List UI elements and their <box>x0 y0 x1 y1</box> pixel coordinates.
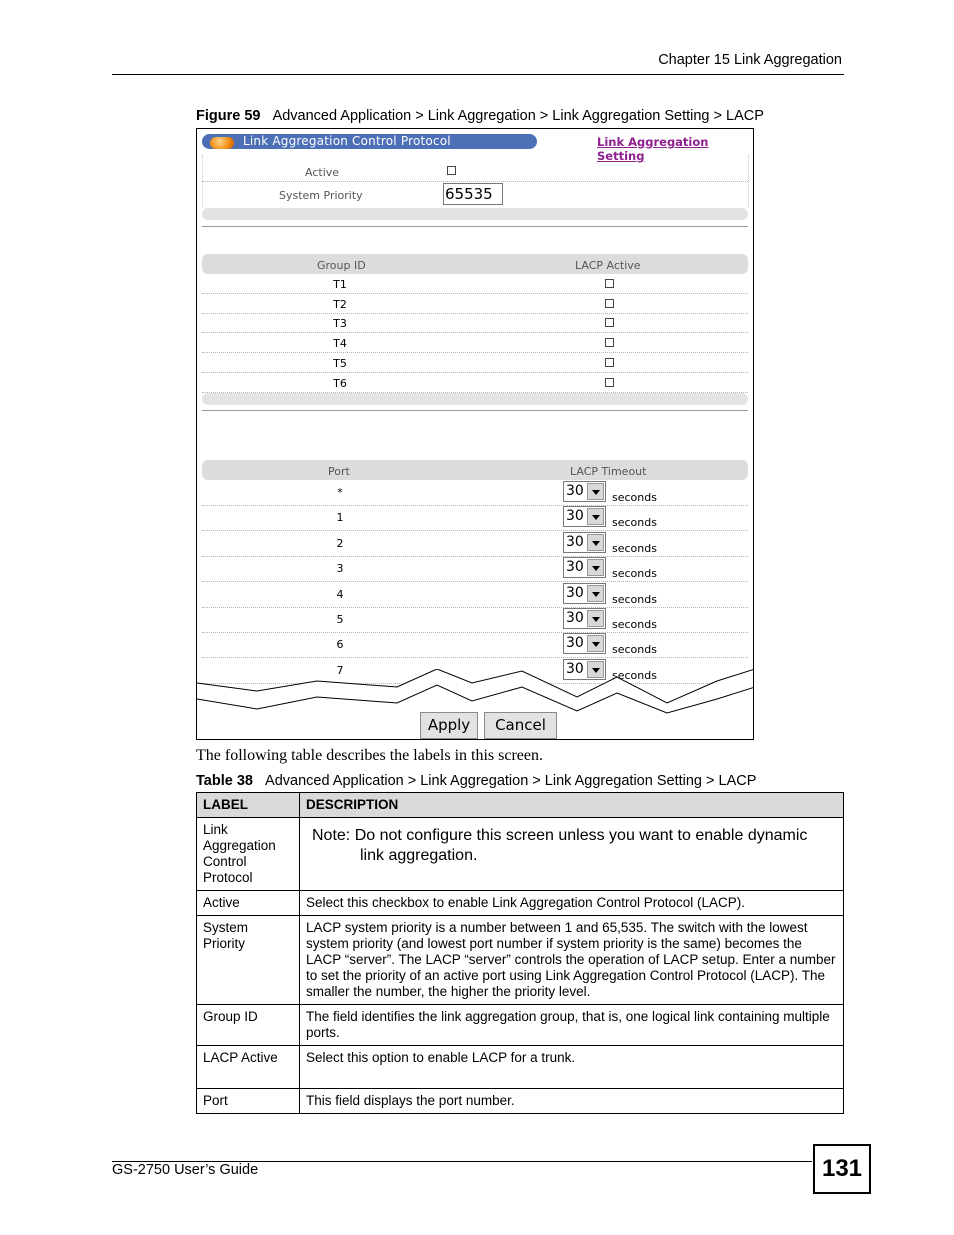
port-header: Port <box>328 465 350 478</box>
screen-title: Link Aggregation Control Protocol <box>243 134 451 148</box>
row-label: Port <box>197 1089 300 1114</box>
port-table-header <box>202 460 748 480</box>
table-row <box>197 1089 844 1114</box>
port-row <box>197 608 754 633</box>
group-id-cell: T5 <box>333 356 347 370</box>
lacp-active-checkbox[interactable] <box>605 338 614 347</box>
timeout-value: 30 <box>566 533 584 550</box>
port-cell: 1 <box>336 511 344 525</box>
page-number: 131 <box>813 1144 871 1194</box>
chevron-down-icon[interactable] <box>587 483 604 500</box>
group-table-footer <box>202 393 748 405</box>
lacp-active-header: LACP Active <box>575 259 641 272</box>
port-row <box>197 506 754 531</box>
port-cell: 5 <box>336 613 344 626</box>
panel-bottom-bar <box>202 208 748 220</box>
port-cell: 4 <box>336 587 344 601</box>
row-description: The field identifies the link aggregation group, that is, one logical link containing multiple ports. <box>300 1005 844 1046</box>
row-description: LACP system priority is a number between 1 and 65,535. The switch with the lowest system priority (and lowest port number if system priority is the same) becomes the LACP “server”. The LACP “server” controls the operation of LACP setup. Enter a number to set the priority of an active port using Link Aggregation Control Protocol (LACP). The smaller the number, the higher the priority level. <box>300 916 844 1005</box>
table-label: Table 38 <box>196 773 253 789</box>
lacp-active-checkbox[interactable] <box>605 358 614 367</box>
group-row <box>197 334 754 353</box>
port-row <box>197 557 754 582</box>
system-priority-label: System Priority <box>279 189 363 202</box>
port-cell: 7 <box>336 663 344 677</box>
timeout-value: 30 <box>566 559 584 576</box>
table-header-row <box>197 793 844 818</box>
timeout-value: 30 <box>566 483 584 499</box>
seconds-label: seconds <box>612 643 657 657</box>
lacp-timeout-select[interactable] <box>563 583 606 604</box>
lacp-timeout-select[interactable] <box>563 532 606 553</box>
port-cell: 6 <box>336 638 344 652</box>
timeout-value: 30 <box>566 660 584 677</box>
apply-button[interactable]: Apply <box>420 712 478 739</box>
seconds-label: seconds <box>612 491 657 504</box>
lacp-active-checkbox[interactable] <box>605 279 614 288</box>
group-id-cell: T3 <box>333 317 347 331</box>
port-cell: 3 <box>336 562 344 576</box>
chevron-down-icon[interactable] <box>587 508 604 525</box>
port-row <box>197 532 754 557</box>
group-id-cell: T2 <box>333 297 347 311</box>
group-table-header <box>202 254 748 274</box>
intro-text: The following table describes the labels in this screen. <box>196 747 544 764</box>
lacp-timeout-select[interactable] <box>563 608 606 629</box>
system-priority-input[interactable]: 65535 <box>443 183 503 205</box>
port-row <box>197 583 754 608</box>
table-row <box>197 818 844 891</box>
guide-name: GS-2750 User’s Guide <box>112 1162 259 1178</box>
label-column-header: LABEL <box>197 793 300 818</box>
figure-caption-text: Advanced Application > Link Aggregation > Link Aggregation Setting > LACP <box>272 108 764 124</box>
table-row <box>197 916 844 1005</box>
group-id-cell: T1 <box>333 278 347 291</box>
table-row <box>197 891 844 916</box>
lacp-timeout-header: LACP Timeout <box>570 465 647 478</box>
header-rule <box>112 74 844 75</box>
group-row <box>197 354 754 373</box>
lacp-timeout-select[interactable] <box>563 481 606 502</box>
timeout-value: 30 <box>566 584 584 601</box>
row-label: LACP Active <box>197 1046 300 1089</box>
group-id-cell: T6 <box>333 376 347 390</box>
row-label: Active <box>197 891 300 916</box>
figure-label: Figure 59 <box>196 108 261 124</box>
chevron-down-icon[interactable] <box>587 610 604 627</box>
timeout-value: 30 <box>566 508 584 525</box>
port-row <box>197 633 754 658</box>
lacp-active-checkbox[interactable] <box>605 299 614 308</box>
chevron-down-icon[interactable] <box>587 585 604 602</box>
cancel-button[interactable]: Cancel <box>484 712 557 739</box>
table-row <box>197 1005 844 1046</box>
row-label: Group ID <box>197 1005 300 1046</box>
table-caption-text: Advanced Application > Link Aggregation > Link Aggregation Setting > LACP <box>265 773 757 789</box>
chapter-header: Chapter 15 Link Aggregation <box>658 52 842 68</box>
lacp-timeout-select[interactable] <box>563 506 606 527</box>
seconds-label: seconds <box>612 592 657 606</box>
port-row <box>197 481 754 506</box>
table-row <box>197 1046 844 1089</box>
seconds-label: seconds <box>612 668 657 682</box>
chevron-down-icon[interactable] <box>587 534 604 551</box>
seconds-label: seconds <box>612 567 657 581</box>
group-row <box>197 314 754 333</box>
timeout-value: 30 <box>566 635 584 652</box>
row-label: System Priority <box>197 916 300 1005</box>
active-label: Active <box>305 166 340 179</box>
group-id-cell: T4 <box>333 337 347 351</box>
right-edge <box>748 155 749 207</box>
lacp-screenshot <box>196 128 754 740</box>
link-aggregation-setting-link[interactable]: Link Aggregation Setting <box>597 135 709 163</box>
seconds-label: seconds <box>612 618 657 631</box>
lacp-timeout-select[interactable] <box>563 633 606 654</box>
row-label: Link Aggregation Control Protocol <box>197 818 300 891</box>
row-note <box>300 818 844 891</box>
description-table <box>196 792 844 1114</box>
lacp-active-checkbox[interactable] <box>605 318 614 327</box>
note-text: Note: Do not configure this screen unless you want to enable dynamic link aggregation. <box>312 827 808 864</box>
seconds-label: seconds <box>612 541 657 555</box>
row-description: Select this option to enable LACP for a trunk. <box>300 1046 844 1089</box>
table-caption <box>196 773 756 789</box>
timeout-value: 30 <box>566 610 584 626</box>
description-column-header: DESCRIPTION <box>300 793 844 818</box>
seconds-label: seconds <box>612 516 657 530</box>
lacp-timeout-select[interactable] <box>563 557 606 578</box>
separator <box>202 226 748 227</box>
group-id-header: Group ID <box>317 259 366 272</box>
port-cell: 2 <box>336 536 344 550</box>
group-row <box>197 374 754 393</box>
figure-caption <box>196 108 764 124</box>
group-row <box>197 275 754 294</box>
chevron-down-icon[interactable] <box>587 559 604 576</box>
lacp-active-checkbox[interactable] <box>605 378 614 387</box>
port-cell: * <box>337 486 343 499</box>
divider <box>202 181 748 182</box>
title-bullet-icon <box>210 137 234 149</box>
active-checkbox[interactable] <box>447 166 456 175</box>
group-row <box>197 295 754 314</box>
chevron-down-icon[interactable] <box>587 635 604 652</box>
separator <box>202 410 748 411</box>
row-description: Select this checkbox to enable Link Aggregation Control Protocol (LACP). <box>300 891 844 916</box>
row-description: This field displays the port number. <box>300 1089 844 1114</box>
